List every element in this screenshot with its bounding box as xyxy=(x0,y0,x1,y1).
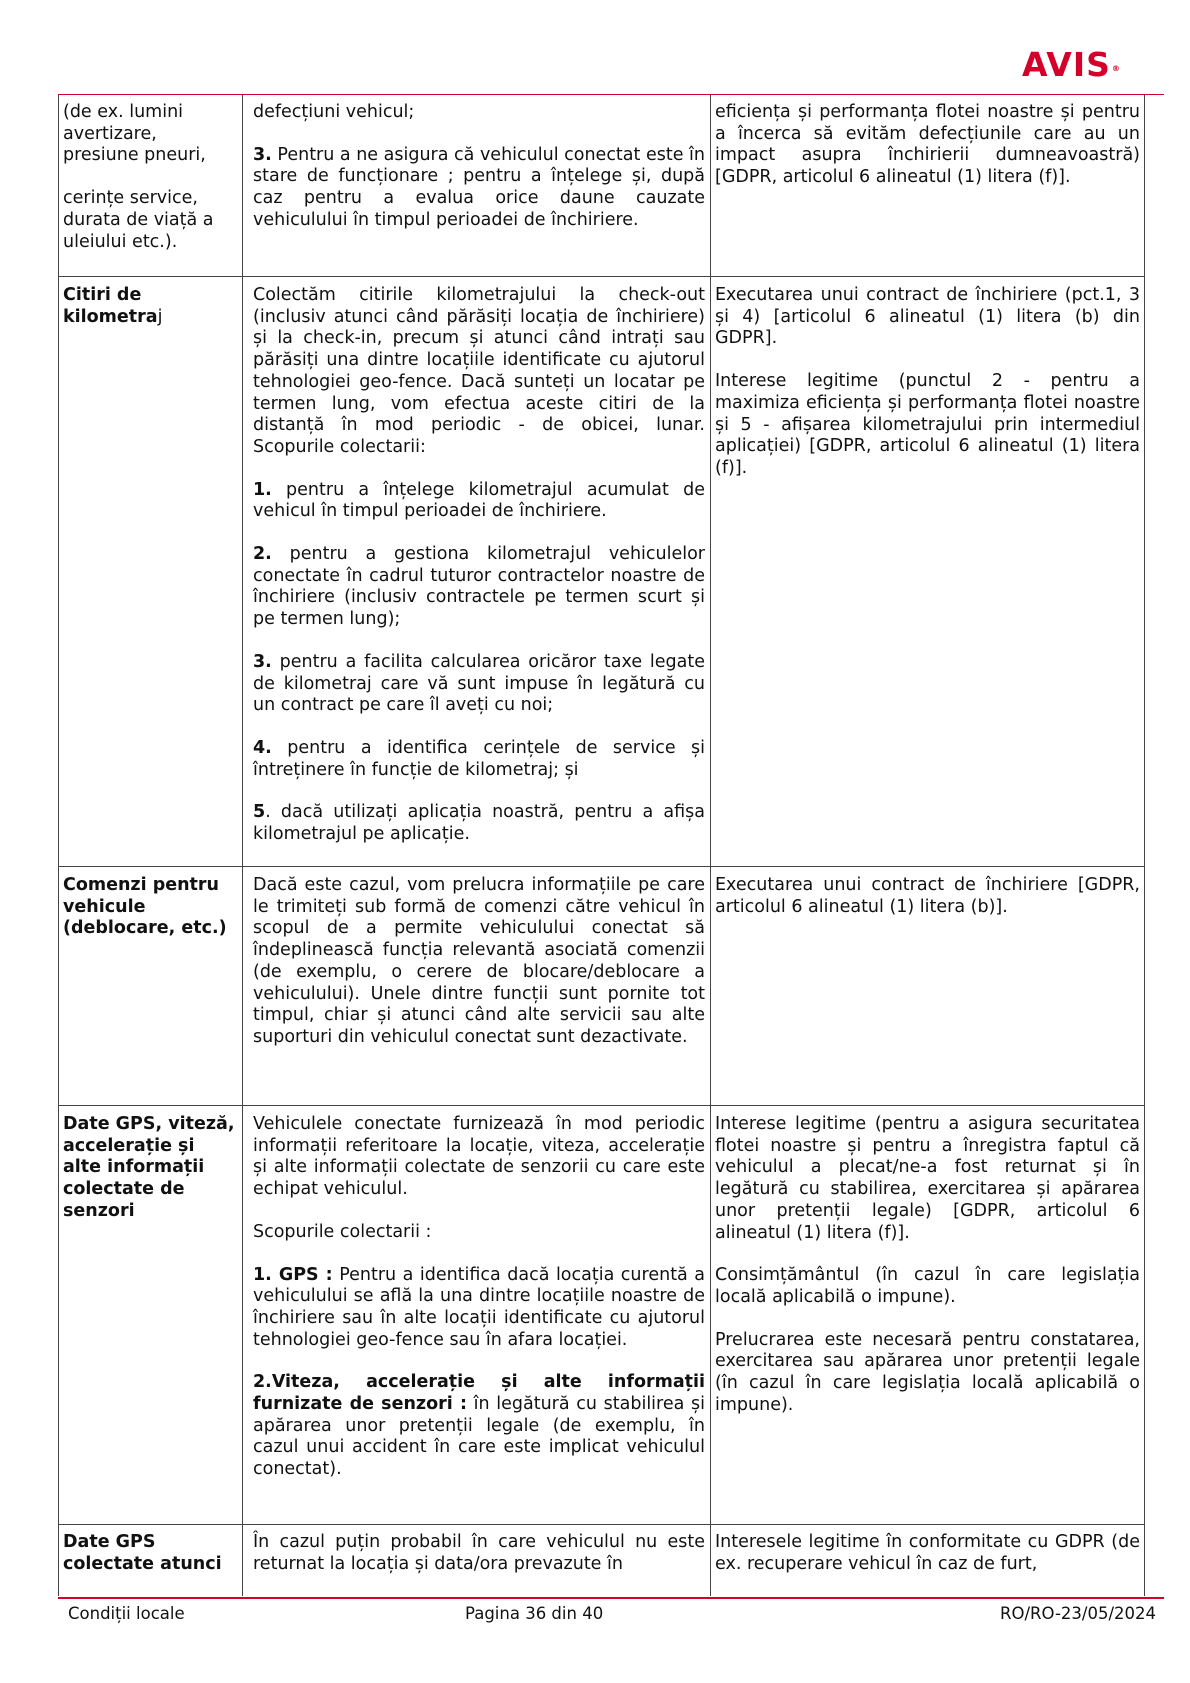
column-divider-2 xyxy=(710,95,711,1596)
basis-paragraph: Interese legitime (pentru a asigura securitatea flotei noastre și pentru a înregistra faptul că vehiculul a plecat/ne-a fost returnat și în legătură cu stabilirea, exercitarea și apărarea unor pretenții legale) [GDPR, articolul 6 alineatul (1) litera (f)]. xyxy=(715,1114,1140,1243)
row-0-label-line: presiune pneuri, xyxy=(63,145,206,166)
item-text: pentru a facilita calcularea oricăror taxe legate de kilometraj care vă sunt impuse în legătură cu un contract pe care îl aveți cu noi; xyxy=(253,651,705,716)
purpose-item xyxy=(253,738,705,781)
item-number: 3. xyxy=(253,144,272,165)
item-text: Pentru a identifica dacă locația curentă a vehiculului se află la una dintre locațiile noastre de închiriere sau în alte locații identificate cu ajutorul tehnologiei geo-fence sau în afara locației. xyxy=(253,1264,705,1350)
basis-paragraph: Consimțământul (în cazul în care legislația locală aplicabilă o impune). xyxy=(715,1265,1140,1307)
item-number: 1. xyxy=(253,479,272,500)
purpose-item xyxy=(253,652,705,717)
purpose-paragraph: Colectăm citirile kilometrajului la check-out (inclusiv atunci când părăsiți locația de închiriere) și la check-in, precum și atunci când intrați sau părăsiți una dintre locațiile identificate cu ajutorul tehnologiei geo-fence. Dacă sunteți un locatar pe termen lung, vom efectua aceste citiri de la distanță în mod periodic - de obicei, lunar. Scopurile colectarii: xyxy=(253,285,705,457)
row-label-text: Date GPS, viteză, accelerație și alte informații colectate de senzori xyxy=(63,1114,235,1221)
item-number: 3. xyxy=(253,651,272,672)
row-label-tail: j xyxy=(157,306,163,327)
row-1-label xyxy=(63,285,238,328)
row-0-purpose xyxy=(253,102,705,232)
purpose-item xyxy=(253,480,705,523)
purpose-paragraph: În cazul puțin probabil în care vehiculul nu este returnat la locația și data/ora prevazute în xyxy=(253,1532,705,1574)
row-1-purpose xyxy=(253,285,705,846)
footer-document-ref: RO/RO-23/05/2024 xyxy=(1000,1604,1156,1623)
item-number: 4. xyxy=(253,737,272,758)
purpose-item xyxy=(253,1265,705,1352)
item-text: pentru a gestiona kilometrajul vehiculelor conectate în cadrul tuturor contractelor noastre de închiriere (inclusiv contractele pe termen scurt și pe termen lung); xyxy=(253,544,705,630)
row-1-basis xyxy=(715,285,1140,480)
item-text: în legătură cu stabilirea și apărarea unor pretenții legale (de exemplu, în cazul unui accident în care este implicat vehiculul conectat). xyxy=(253,1394,705,1480)
purpose-paragraph: Dacă este cazul, vom prelucra informațiile pe care le trimiteți sub formă de comenzi către vehicul în scopul de a permite vehiculului conectat să îndeplinească funcția relevantă asociată comenzii (de exemplu, o cerere de blocare/deblocare a vehiculului). Unele dintre funcții sunt pornite tot timpul, chiar și atunci când alte servicii sau alte suporturi din vehiculul conectat sunt dezactivate. xyxy=(253,875,705,1047)
basis-paragraph: Prelucrarea este necesară pentru constatarea, exercitarea sau apărarea unor pretenții legale (în cazul în care legislația locală aplicabilă o impune). xyxy=(715,1329,1140,1415)
row-divider xyxy=(58,1105,1145,1106)
row-divider xyxy=(58,866,1145,867)
item-text: Pentru a ne asigura că vehiculul conectat este în stare de funcționare ; pentru a înțelege și, după caz pentru a evalua orice daune cauzate vehiculului în timpul perioadei de închiriere. xyxy=(253,144,705,230)
item-number: 1. GPS : xyxy=(253,1264,333,1285)
purpose-item xyxy=(253,544,705,631)
basis-paragraph: Executarea unui contract de închiriere [GDPR, articolul 6 alineatul (1) litera (b)]. xyxy=(715,875,1140,917)
row-0-basis xyxy=(715,102,1140,189)
footer-page-number: Pagina 36 din 40 xyxy=(465,1604,604,1623)
basis-paragraph: eficiența și performanța flotei noastre și pentru a încerca să evităm defecțiunile care au un impact asupra închirierii dumneavoastră) [GDPR, articolul 6 alineatul (1) litera (f)]. xyxy=(715,102,1140,188)
purpose-item xyxy=(253,802,705,845)
logo-text: AVIS xyxy=(1022,45,1111,84)
row-0-label-line: (de ex. lumini avertizare, xyxy=(63,102,184,144)
row-0-label-line: cerințe service, durata de viață a uleiului etc.). xyxy=(63,188,214,252)
row-3-purpose xyxy=(253,1114,705,1481)
item-number: 2. xyxy=(253,544,272,565)
row-0-label xyxy=(63,102,238,253)
row-divider xyxy=(58,1524,1145,1525)
purpose-item xyxy=(253,1372,705,1481)
footer-rule xyxy=(58,1597,1164,1599)
row-4-basis xyxy=(715,1532,1140,1575)
row-divider xyxy=(58,276,1145,277)
basis-paragraph: Executarea unui contract de închiriere (pct.1, 3 și 4) [articolul 6 alineatul (1) litera (b) din GDPR]. xyxy=(715,285,1140,349)
item-text: pentru a identifica cerințele de service și întreținere în funcție de kilometraj; și xyxy=(253,737,705,780)
column-divider-1 xyxy=(242,95,243,1596)
row-4-label xyxy=(63,1532,238,1575)
row-2-label xyxy=(63,875,238,940)
item-number: 2.Viteza, accelerație și alte informații furnizate de senzori : xyxy=(253,1372,705,1415)
item-number: 5 xyxy=(253,802,266,823)
row-2-purpose xyxy=(253,875,705,1049)
row-label-text xyxy=(63,285,238,328)
row-3-basis xyxy=(715,1114,1140,1416)
item-text: . dacă utilizați aplicația noastră, pentru a afișa kilometrajul pe aplicație. xyxy=(253,802,705,845)
purpose-paragraph: Scopurile colectarii : xyxy=(253,1221,432,1242)
row-4-purpose xyxy=(253,1532,705,1575)
basis-paragraph: Interese legitime (punctul 2 - pentru a maximiza eficiența și performanța flotei noastre și 5 - afișarea kilometrajului prin intermediul aplicației) [GDPR, articolul 6 alineatul (1) litera (f)]. xyxy=(715,371,1140,478)
item-text: pentru a înțelege kilometrajul acumulat de vehicul în timpul perioadei de închiriere. xyxy=(253,479,705,522)
row-label-text: Date GPS colectate atunci xyxy=(63,1532,222,1574)
purpose-paragraph: defecțiuni vehicul; xyxy=(253,102,415,122)
footer-document-name: Condiții locale xyxy=(68,1604,185,1623)
purpose-paragraph: Vehiculele conectate furnizează în mod periodic informații referitoare la locație, viteza, accelerație și alte informații colectate de senzorii cu care este echipat vehiculul. xyxy=(253,1114,705,1200)
basis-paragraph: Interesele legitime în conformitate cu GDPR (de ex. recuperare vehicul în caz de furt, xyxy=(715,1532,1140,1574)
purpose-item xyxy=(253,145,705,232)
registered-mark: ® xyxy=(1111,64,1121,73)
row-3-label xyxy=(63,1114,238,1223)
row-label-bold: Citiri de kilometra xyxy=(63,285,158,327)
row-2-basis xyxy=(715,875,1140,918)
row-label-text: Comenzi pentru vehicule (deblocare, etc.) xyxy=(63,875,227,939)
avis-logo xyxy=(1022,45,1121,84)
